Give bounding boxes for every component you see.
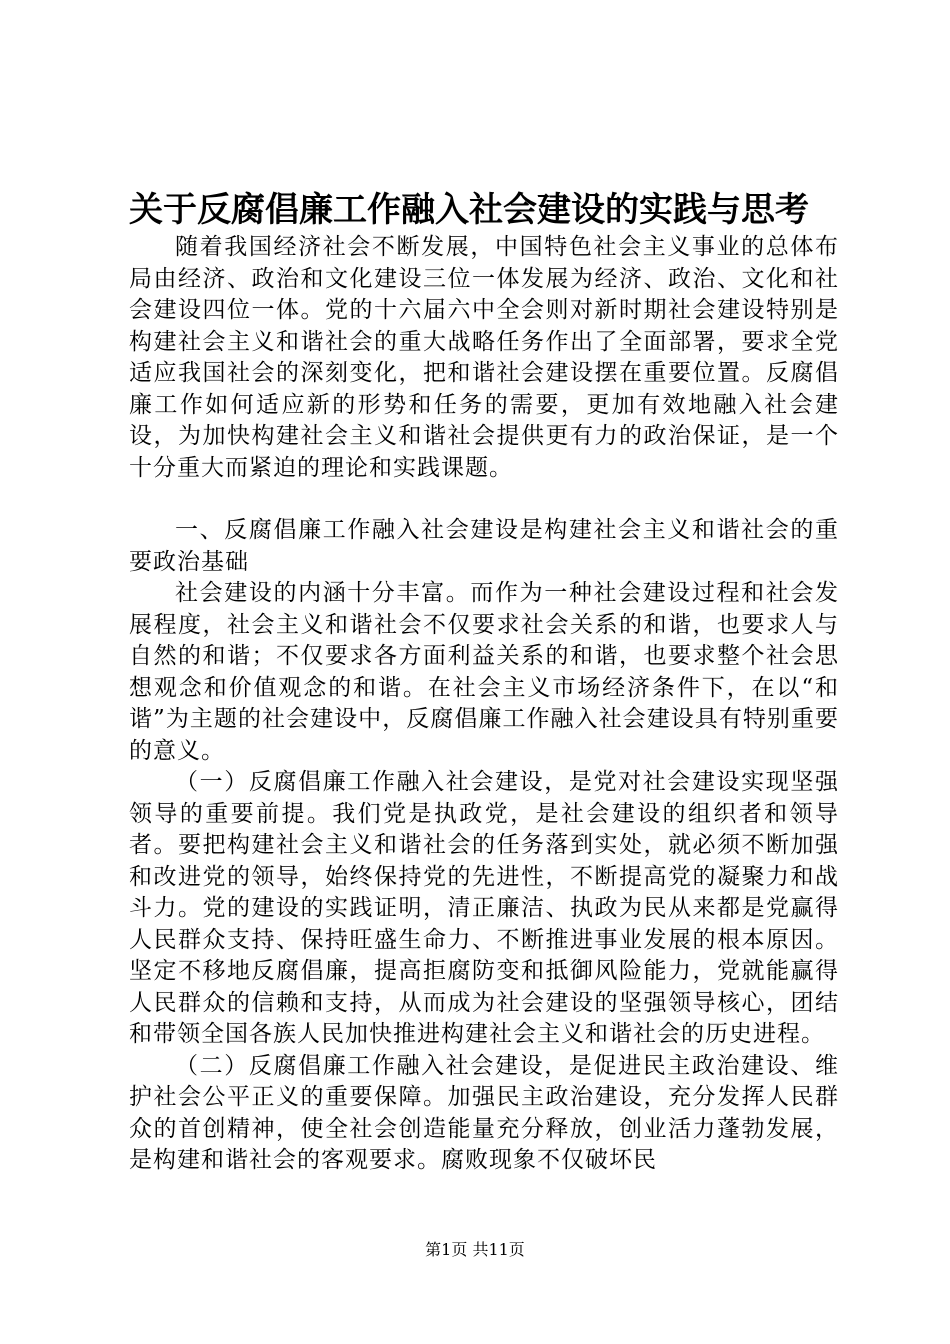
intro-paragraph: 随着我国经济社会不断发展，中国特色社会主义事业的总体布局由经济、政治和文化建设三位一体发展为经济、政治、文化和社会建设四位一体。党的十六届六中全会则对新时期社会建设特别是构建社会主义和谐社会的重大战略任务作出了全面部署，要求全党适应我国社会的深刻变化，把和谐社会建设摆在重要位置。反腐倡廉工作如何适应新的形势和任务的需要，更加有效地融入社会建设，为加快构建社会主义和谐社会提供更有力的政治保证，是一个十分重大而紧迫的理论和实践课题。 [129, 234, 839, 481]
subsection-1-paragraph: （一）反腐倡廉工作融入社会建设，是党对社会建设实现坚强领导的重要前提。我们党是执政党，是社会建设的组织者和领导者。要把构建社会主义和谐社会的任务落到实处，就必须不断加强和改进党的领导，始终保持党的先进性，不断提高党的凝聚力和战斗力。党的建设的实践证明，清正廉洁、执政为民从来都是党赢得人民群众支持、保持旺盛生命力、不断推进事业发展的根本原因。坚定不移地反腐倡廉，提高拒腐防变和抵御风险能力，党就能赢得人民群众的信赖和支持，从而成为社会建设的坚强领导核心，团结和带领全国各族人民加快推进构建社会主义和谐社会的历史进程。 [129, 769, 839, 1047]
subsection-2-paragraph: （二）反腐倡廉工作融入社会建设，是促进民主政治建设、维护社会公平正义的重要保障。加强民主政治建设，充分发挥人民群众的首创精神，使全社会创造能量充分释放，创业活力蓬勃发展，是构建和谐社会的客观要求。腐败现象不仅破坏民 [129, 1052, 839, 1173]
document-body [129, 232, 839, 1177]
section-heading-1: 一、反腐倡廉工作融入社会建设是构建社会主义和谐社会的重要政治基础 [129, 517, 839, 575]
document-title: 关于反腐倡廉工作融入社会建设的实践与思考 [129, 190, 809, 230]
section-1-paragraph: 社会建设的内涵十分丰富。而作为一种社会建设过程和社会发展程度，社会主义和谐社会不仅要求社会关系的和谐，也要求人与自然的和谐；不仅要求各方面利益关系的和谐，也要求整个社会思想观念和价值观念的和谐。在社会主义市场经济条件下，在以“和谐”为主题的社会建设中，反腐倡廉工作融入社会建设具有特别重要的意义。 [129, 580, 839, 764]
page-footer: 第1页 共11页 [425, 1240, 525, 1259]
